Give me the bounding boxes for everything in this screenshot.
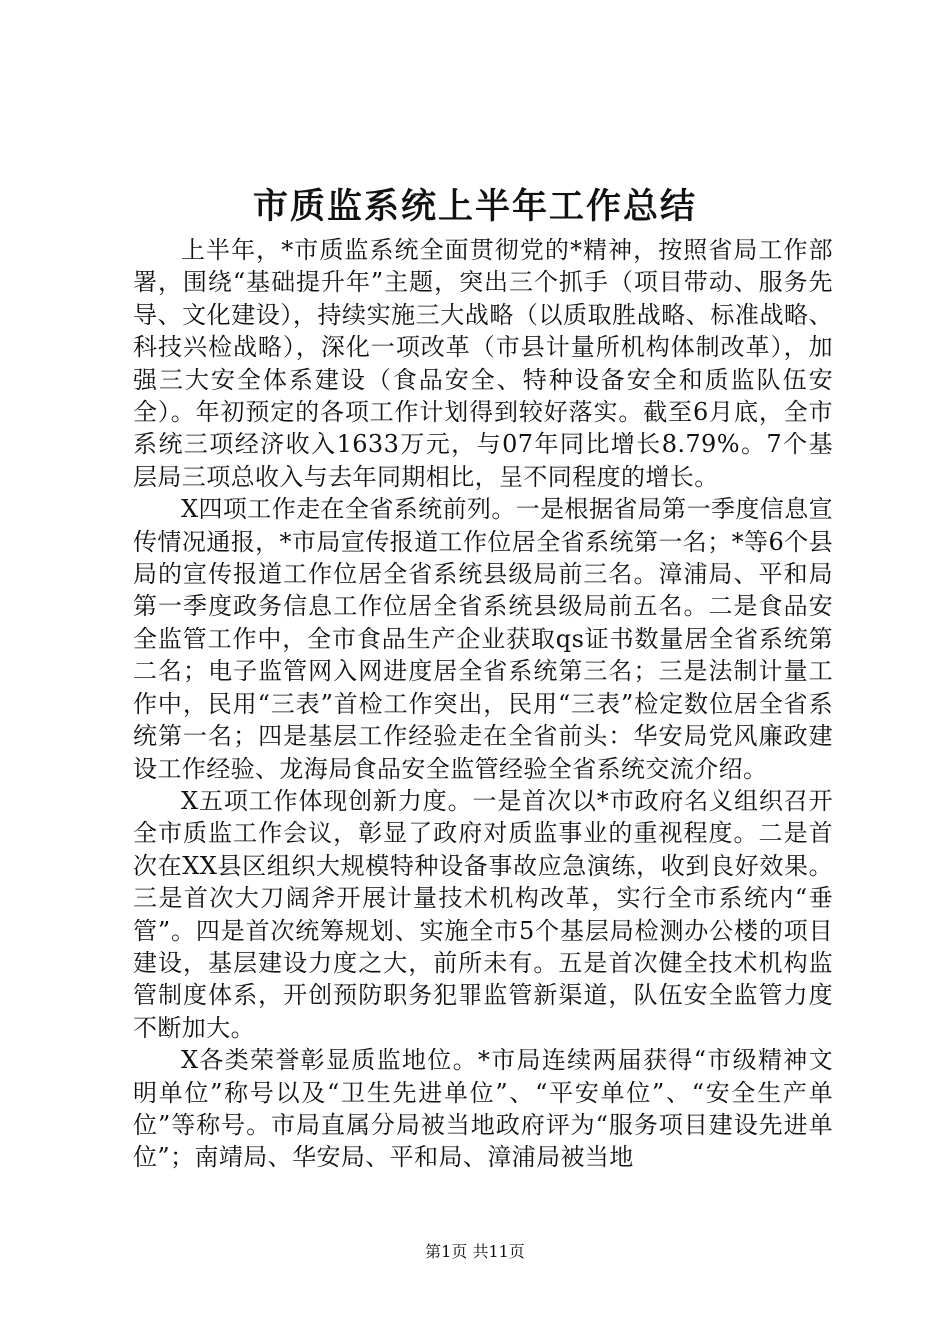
paragraph-honors: X各类荣誉彰显质监地位。*市局连续两届获得“市级精神文明单位”称号以及“卫生先进单位”、“平安单位”、“安全生产单位”等称号。市局直属分局被当地政府评为“服务项目建设先进单位”；南靖局、华安局、平和局、漳浦局被当地 bbox=[133, 1046, 833, 1172]
page-number-footer: 第1页 共11页 bbox=[425, 1242, 525, 1261]
document-title: 市质监系统上半年工作总结 bbox=[252, 186, 697, 227]
document-body bbox=[133, 234, 833, 1174]
paragraph-four-items: X四项工作走在全省系统前列。一是根据省局第一季度信息宣传情况通报，*市局宣传报道工作位居全省系统第一名；*等6个县局的宣传报道工作位居全省系统县级局前三名。漳浦局、平和局第一季度政务信息工作位居全省系统县级局前五名。二是食品安全监管工作中，全市食品生产企业获取qs证书数量居全省系统第二名；电子监管网入网进度居全省系统第三名；三是法制计量工作中，民用“三表”首检工作突出，民用“三表”检定数位居全省系统第一名；四是基层工作经验走在全省前头：华安局党风廉政建设工作经验、龙海局食品安全监管经验全省系统交流介绍。 bbox=[133, 495, 833, 783]
paragraph-intro: 上半年，*市质监系统全面贯彻党的*精神，按照省局工作部署，围绕“基础提升年”主题，突出三个抓手（项目带动、服务先导、文化建设），持续实施三大战略（以质取胜战略、标准战略、科技兴检战略），深化一项改革（市县计量所机构体制改革），加强三大安全体系建设（食品安全、特种设备安全和质监队伍安全）。年初预定的各项工作计划得到较好落实。截至6月底，全市系统三项经济收入1633万元，与07年同比增长8.79%。7个基层局三项总收入与去年同期相比，呈不同程度的增长。 bbox=[133, 236, 833, 491]
paragraph-five-items: X五项工作体现创新力度。一是首次以*市政府名义组织召开全市质监工作会议，彰显了政府对质监事业的重视程度。二是首次在XX县区组织大规模特种设备事故应急演练，收到良好效果。三是首次大刀阔斧开展计量技术机构改革，实行全市系统内“垂管”。四是首次统筹规划、实施全市5个基层局检测办公楼的项目建设，基层建设力度之大，前所未有。五是首次健全技术机构监管制度体系，开创预防职务犯罪监管新渠道，队伍安全监管力度不断加大。 bbox=[133, 786, 833, 1042]
